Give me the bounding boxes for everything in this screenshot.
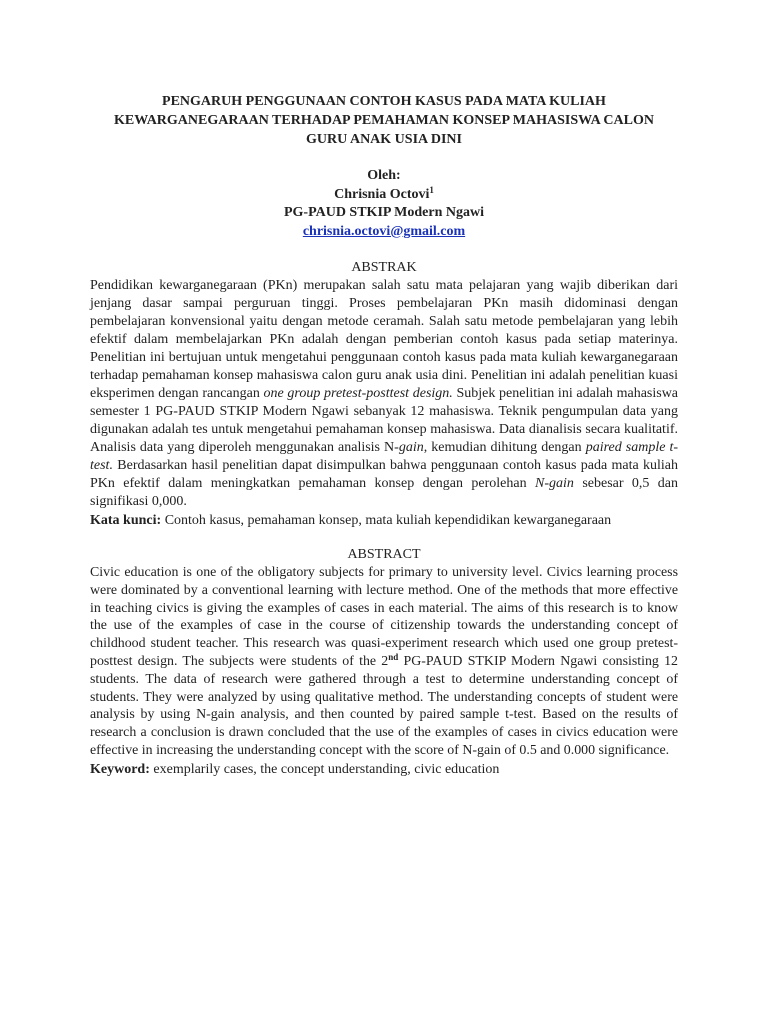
- abstract-heading: ABSTRACT: [347, 547, 421, 562]
- abstrak-keywords: [90, 512, 678, 530]
- author-name-line: [90, 186, 678, 205]
- paper-title: [90, 92, 678, 149]
- abstract-keywords-text: exemplarily cases, the concept understanding, civic education: [153, 761, 500, 777]
- abstrak-keywords-label: Kata kunci:: [90, 513, 162, 528]
- abstract-keywords: [90, 761, 678, 779]
- abstrak-paragraph: Pendidikan kewarganegaraan (PKn) merupakan salah satu mata pelajaran yang wajib diberikan dari jenjang dasar sampai perguruan tinggi. Proses pembelajaran PKn masih didominasi dengan pembelajaran konvensional yaitu dengan metode ceramah. Salah satu metode pembelajaran yang lebih efektif dalam membelajarkan PKn adalah dengan pemberian contoh kasus pada setiap materinya. Penelitian ini bertujuan untuk mengetahui penggunaan contoh kasus pada mata kuliah kewarganegaraan terhadap pemahaman konsep mahasiswa calon guru anak usia dini. Penelitian ini adalah penelitian kuasi eksperimen dengan rancangan one group pretest-posttest design. Subjek penelitian ini adalah mahasiswa semester 1 PG-PAUD STKIP Modern Ngawi sebanyak 12 mahasiswa. Teknik pengumpulan data yang digunakan adalah tes untuk mengetahui pemahaman konsep mahasiswa. Data dianalisis secara kualitatif. Analisis data yang diperoleh menggunakan analisis N-gain, kemudian dihitung dengan paired sample t-test. Berdasarkan hasil penelitian dapat disimpulkan bahwa penggunaan contoh kasus pada mata kuliah PKn efektif dalam meningkatkan pemahaman konsep dengan perolehan N-gain sebesar 0,5 dan signifikasi 0,000.: [90, 278, 679, 509]
- author-name: Chrisnia Octovi: [334, 186, 430, 202]
- ordinal-suffix: nd: [388, 651, 399, 662]
- title-line-2: KEWARGANEGARAAN TERHADAP PEMAHAMAN KONSEP MAHASISWA CALON: [114, 113, 654, 128]
- abstrak-heading: ABSTRAK: [351, 260, 417, 275]
- abstract-paragraph: Civic education is one of the obligatory subjects for primary to university level. Civics learning process were dominated by a conventional learning with lecture method. One of the methods that more effective in teaching civics is giving the examples of cases in each material. The aims of this research is to know the use of the examples of case in the course of citizenship towards the understanding concept of childhood student teacher. This research was quasi-experiment research which used one group pretest-posttest design. The subjects were students of the 2nd PG-PAUD STKIP Modern Ngawi consisting 12 students. The data of research were gathered through a test to determine understanding concept of students. They were analyzed by using qualitative method. The understanding concepts of student were analysis by using N-gain analysis, and then counted by paired sample t-test. Based on the results of research a conclusion is drawn concluded that the use of the examples of cases in civics education were effective in increasing the understanding concept with the score of N-gain of 0.5 and 0.000 significance.: [90, 565, 678, 758]
- paper-page: [90, 92, 678, 779]
- author-affiliation-marker: 1: [429, 184, 434, 195]
- author-institution: PG-PAUD STKIP Modern Ngawi: [283, 205, 484, 220]
- title-line-1: PENGARUH PENGGUNAAN CONTOH KASUS PADA MATA KULIAH: [162, 94, 606, 109]
- byline-label: Oleh:: [367, 168, 401, 183]
- abstrak-keywords-text: Contoh kasus, pemahaman konsep, mata kuliah kependidikan kewarganegaraan: [164, 513, 612, 528]
- title-line-3: GURU ANAK USIA DINI: [306, 132, 462, 147]
- author-email-link[interactable]: chrisnia.octovi@gmail.com: [302, 223, 466, 239]
- author-block: [90, 167, 678, 241]
- abstract-keywords-label: Keyword:: [90, 761, 150, 777]
